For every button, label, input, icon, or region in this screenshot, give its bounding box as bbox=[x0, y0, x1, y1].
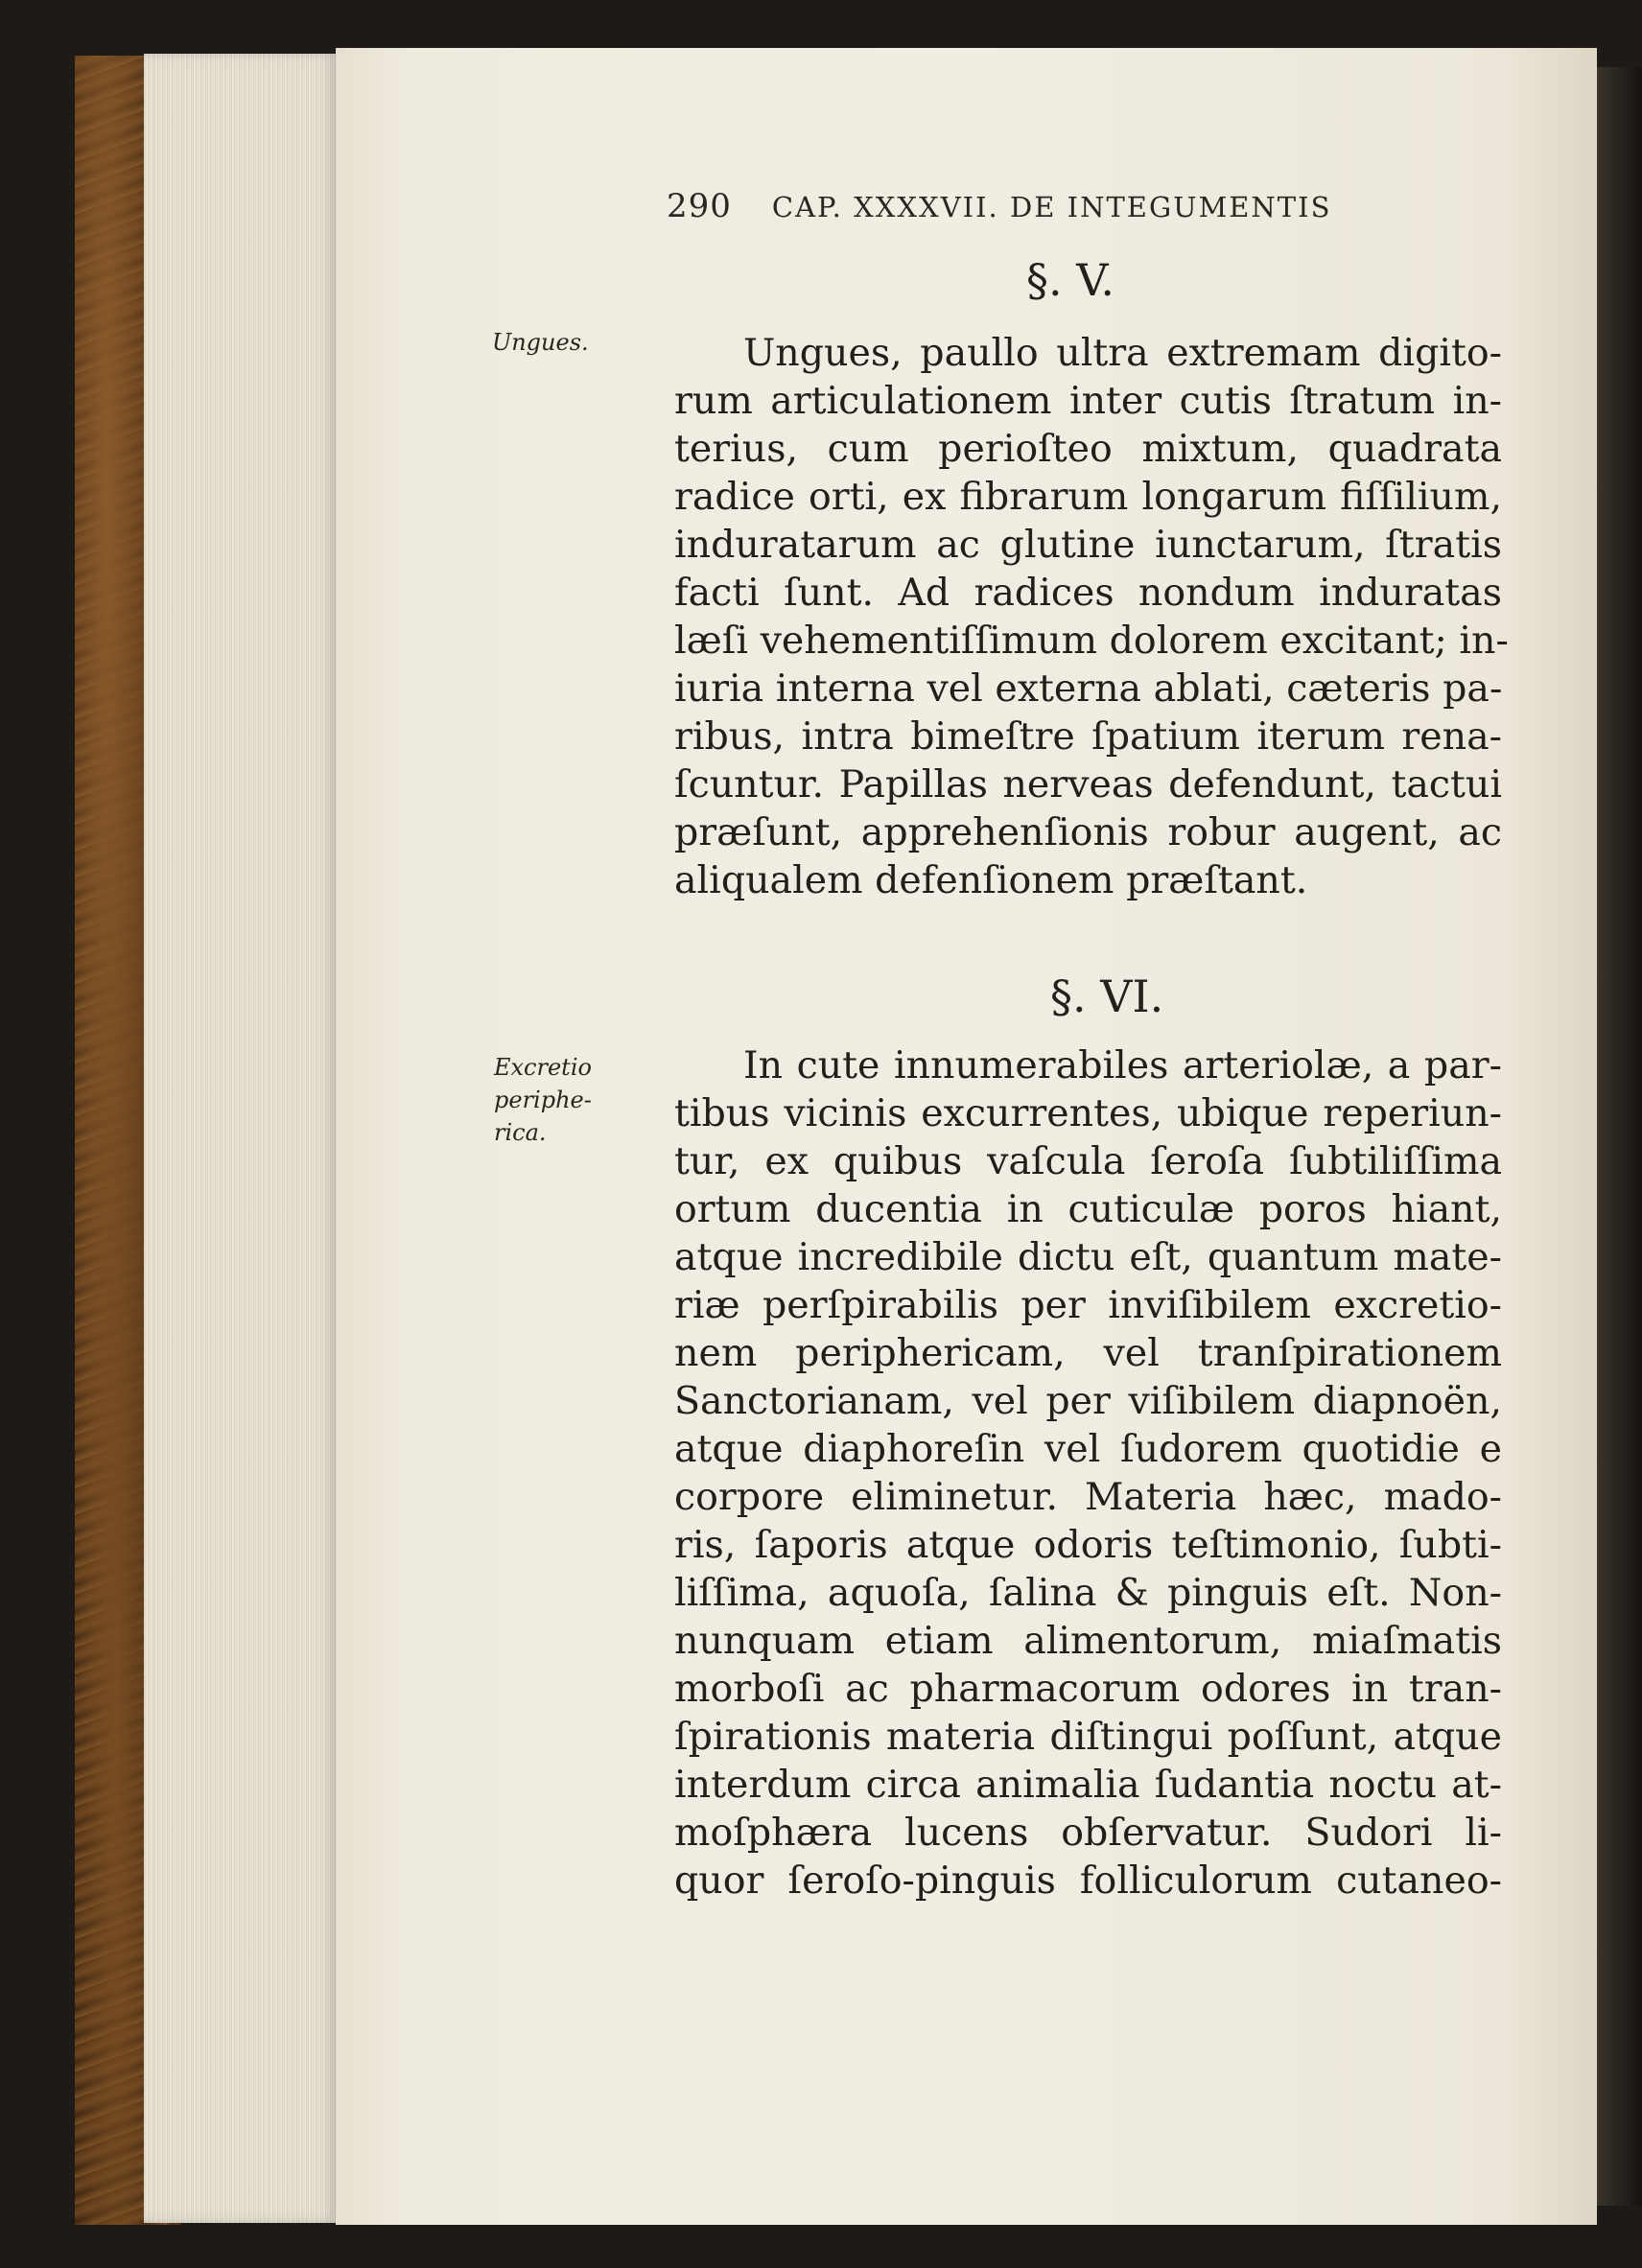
text-line: nunquam etiam alimentorum, miaſmatis bbox=[674, 1619, 1502, 1663]
text-line: iuria interna vel externa ablati, cæteris pa- bbox=[674, 666, 1503, 711]
text-line: corpore eliminetur. Materia hæc, mado- bbox=[674, 1475, 1502, 1519]
text-line: Sanctorianam, vel per viſibilem diapnoën, bbox=[674, 1379, 1502, 1423]
text-line: facti ſunt. Ad radices nondum induratas bbox=[674, 571, 1502, 615]
page-number: 290 bbox=[667, 187, 732, 225]
text-line: moſphæra lucens obſervatur. Sudori li- bbox=[674, 1811, 1502, 1855]
text-line: radice orti, ex fibrarum longarum fiſſilium, bbox=[674, 475, 1502, 519]
section-heading: §. V. bbox=[1026, 254, 1115, 306]
text-line: præſunt, apprehenſionis robur augent, ac bbox=[674, 810, 1502, 854]
text-line: ortum ducentia in cuticulæ poros hiant, bbox=[674, 1187, 1502, 1231]
text-line: ris, ſaporis atque odoris teſtimonio, ſubti- bbox=[674, 1523, 1502, 1567]
text-line: atque diaphoreſin vel ſudorem quotidie e bbox=[674, 1427, 1502, 1471]
text-line: tur, ex quibus vaſcula ſeroſa ſubtiliſſima bbox=[674, 1139, 1502, 1183]
text-line: nem periphericam, vel tranſpirationem bbox=[674, 1331, 1502, 1375]
text-line: tibus vicinis excurrentes, ubique reperiun- bbox=[674, 1091, 1502, 1135]
margin-note-line: Ungues. bbox=[492, 329, 589, 356]
text-line: interdum circa animalia ſudantia noctu at- bbox=[674, 1763, 1502, 1807]
margin-note-line: rica. bbox=[494, 1119, 547, 1146]
text-line: riæ perſpirabilis per inviſibilem excretio- bbox=[674, 1283, 1502, 1327]
text-line: ſpirationis materia diſtingui poſſunt, atque bbox=[674, 1715, 1502, 1759]
section-heading: §. VI. bbox=[1050, 970, 1164, 1022]
text-line: quor ſeroſo-pinguis folliculorum cutaneo- bbox=[674, 1859, 1502, 1903]
text-line: aliqualem defenſionem præſtant. bbox=[674, 858, 1308, 902]
margin-note bbox=[494, 1051, 592, 1149]
section-body bbox=[674, 1041, 1502, 1905]
running-title: CAP. XXXXVII. DE INTEGUMENTIS bbox=[771, 191, 1332, 223]
text-line: Ungues, paullo ultra extremam digito- bbox=[743, 331, 1502, 375]
text-line: ſcuntur. Papillas nerveas defendunt, tactui bbox=[674, 762, 1502, 807]
text-line: induratarum ac glutine iunctarum, ſtratis bbox=[674, 523, 1502, 567]
text-line: terius, cum perioſteo mixtum, quadrata bbox=[674, 427, 1502, 471]
margin-note-line: periphe- bbox=[494, 1087, 592, 1113]
background-edge bbox=[1597, 67, 1642, 2206]
section-body bbox=[674, 329, 1509, 904]
text-line: læſi vehementiſſimum dolorem excitant; in- bbox=[674, 619, 1509, 663]
text-line: rum articulationem inter cutis ſtratum in- bbox=[674, 379, 1502, 423]
text-line: ribus, intra bimeſtre ſpatium iterum rena- bbox=[674, 714, 1502, 759]
margin-note-line: Excretio bbox=[494, 1054, 592, 1081]
text-line: liſſima, aquoſa, ſalina & pinguis eſt. Non- bbox=[674, 1571, 1502, 1615]
running-header bbox=[667, 187, 1424, 225]
text-line: atque incredibile dictu eſt, quantum mate- bbox=[674, 1235, 1502, 1279]
page-edges bbox=[144, 54, 336, 2223]
margin-note bbox=[492, 326, 589, 359]
text-line: In cute innumerabiles arteriolæ, a par- bbox=[743, 1043, 1502, 1087]
text-line: morboſi ac pharmacorum odores in tran- bbox=[674, 1667, 1502, 1711]
